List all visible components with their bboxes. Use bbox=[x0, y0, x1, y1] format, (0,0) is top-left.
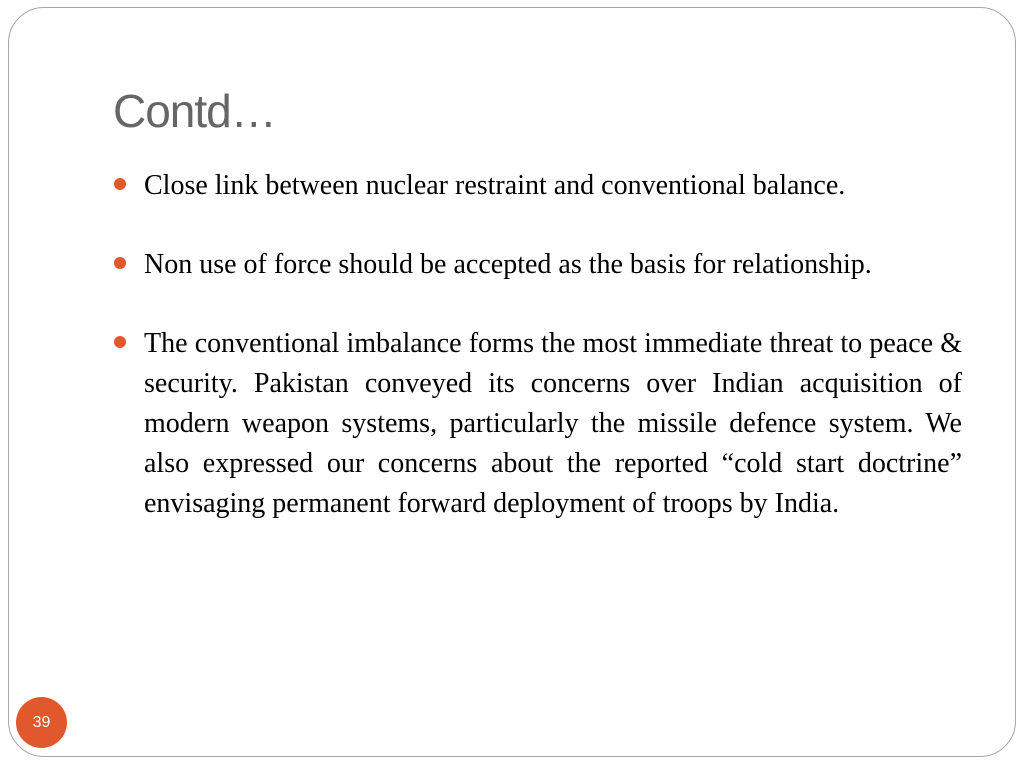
bullet-item bbox=[144, 324, 962, 524]
bullet-dot-icon bbox=[114, 336, 126, 348]
bullet-item bbox=[144, 166, 962, 206]
bullet-item bbox=[144, 245, 962, 285]
slide-title: Contd… bbox=[113, 85, 276, 137]
bullet-dot-icon bbox=[114, 178, 126, 190]
bullet-text: The conventional imbalance forms the most immediate threat to peace & security. Pakistan conveyed its concerns over Indian acquisition of modern weapon systems, particularly the missile defence system. We also expressed our concerns about the reported “cold start doctrine” envisaging permanent forward deployment of troops by India. bbox=[144, 328, 962, 519]
slide-number-badge: 39 bbox=[16, 697, 67, 748]
bullet-text: Close link between nuclear restraint and conventional balance. bbox=[144, 170, 846, 201]
bullet-list bbox=[144, 166, 962, 524]
bullet-dot-icon bbox=[114, 257, 126, 269]
bullet-text: Non use of force should be accepted as the basis for relationship. bbox=[144, 249, 872, 280]
